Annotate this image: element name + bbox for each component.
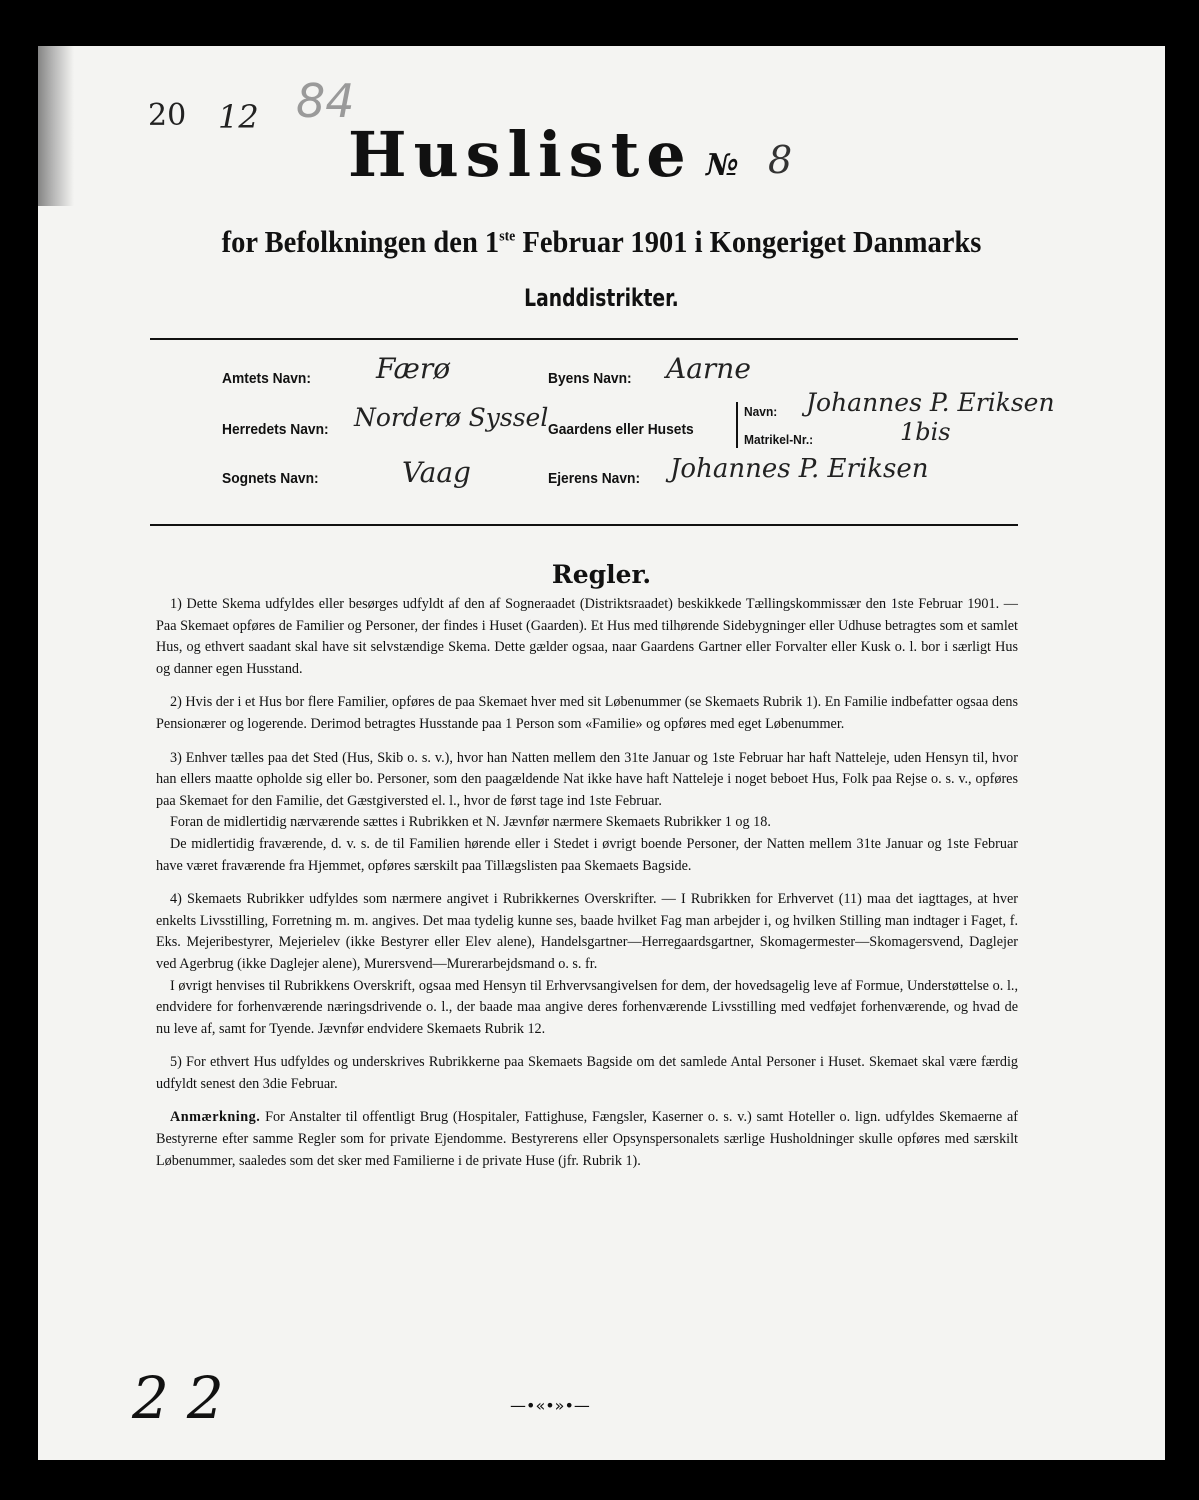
form-subtitle bbox=[83, 224, 1120, 260]
navn-label: Navn: bbox=[744, 404, 778, 419]
remark-label: Anmærkning. bbox=[170, 1109, 261, 1126]
reference-number-b: 12 bbox=[218, 98, 259, 136]
gaard-label: Gaardens eller Husets bbox=[548, 421, 694, 438]
rule-4-note: I øvrigt henvises til Rubrikkens Overskrift, ogsaa med Hensyn til Erhvervsangivelsen for dem, der hovedsagelig leve af Formue, Understøttelse o. l., endvidere for forhenværende næringsdrivende o. l., der baade maa angive deres forhenværende Livsstilling med vedføjet forhenværende, og hvad de nu leve af, samt for Tyende. Jævnfør endvidere Skemaets Rubrik 12. bbox=[156, 977, 1018, 1037]
top-rule bbox=[150, 338, 1018, 340]
reference-number-a: 20 bbox=[148, 98, 187, 133]
rule-3: 3) Enhver tælles paa det Sted (Hus, Skib o. s. v.), hvor han Natten mellem den 31te Januar og 1ste Februar har haft Natteleje, uden Hensyn til, hvor han ellers maatte opholde sig eller bo. Personer, som den paagældende Nat ikke have haft Natteleje i noget beboet Hus, Folk paa Rejse o. s. v., opføres paa Skemaet for den Familie, det Gæstgiversted el. l., hvor de først tage ind 1ste Februar. bbox=[156, 749, 1018, 809]
herred-label: Herredets Navn: bbox=[222, 421, 329, 438]
subtitle-pre: for Befolkningen den 1 bbox=[221, 224, 500, 259]
pencil-number: 84 bbox=[296, 74, 355, 128]
matrikel-value: 1bis bbox=[900, 418, 951, 446]
rule-5: 5) For ethvert Hus udfyldes og underskrives Rubrikkerne paa Skemaets Bagside om det samlede Antal Personer i Huset. Skemaet skal være færdig udfyldt senest den 3die Februar. bbox=[156, 1054, 1018, 1092]
rule-3-absent: De midlertidig fraværende, d. v. s. de til Familien hørende eller i Stedet i øvrigt boende Personer, der Natten mellem 31te Januar og 1ste Februar have været fraværende fra Hjemmet, opføres særskilt paa Tillægslisten paa Skemaets Bagside. bbox=[156, 835, 1018, 874]
by-value: Aarne bbox=[666, 352, 751, 385]
subtitle-post: Februar 1901 i Kongeriget Danmarks bbox=[515, 224, 982, 259]
ornament: —•«•»•— bbox=[510, 1396, 590, 1415]
number-value: 8 bbox=[768, 138, 793, 182]
handwritten-number: 22 bbox=[132, 1364, 242, 1432]
district-heading: Landdistrikter. bbox=[524, 284, 679, 312]
herred-value: Norderø Syssel bbox=[354, 403, 549, 432]
matrikel-label: Matrikel-Nr.: bbox=[744, 432, 814, 447]
rules-body bbox=[156, 594, 1018, 1184]
rule-2: 2) Hvis der i et Hus bor flere Familier, opføres de paa Skemaet hver med sit Løbenummer (se Skemaets Rubrik 1). En Familie indbefatter ogsaa dens Pensionærer og logerende. Derimod betragtes Husstande paa 1 Person som «Familie» og opføres med eget Løbenummer. bbox=[156, 694, 1018, 732]
navn-value: Johannes P. Eriksen bbox=[806, 388, 1055, 417]
ejer-label: Ejerens Navn: bbox=[548, 470, 641, 487]
number-label: № bbox=[706, 148, 739, 183]
subtitle-sup: ste bbox=[499, 228, 516, 245]
amt-value: Færø bbox=[376, 352, 451, 385]
census-form-page bbox=[38, 46, 1165, 1460]
rule-1: 1) Dette Skema udfyldes eller besørges udfyldt af den af Sogneraadet (Distriktsraadet) beskikkede Tællingskommissær den 1ste Februar 1901. — Paa Skemaet opføres de Familier og Personer, der findes i Huset (Gaarden). Et Hus med tilhørende Sidebygninger eller Udhuse betragtes som et samlet Hus, og ethvert saadant skal have sit selvstændige Skema. Dette gælder ogsaa, naar Gaardens Gartner eller Forvalter eller Kusk o. l. bor i særligt Hus og danner egen Husstand. bbox=[156, 596, 1018, 677]
amt-label: Amtets Navn: bbox=[222, 370, 311, 387]
scan-shadow bbox=[38, 46, 74, 206]
rule-4: 4) Skemaets Rubrikker udfyldes som nærmere angivet i Rubrikkernes Overskrifter. — I Rubrikken for Erhvervet (11) maa det iagttages, at hver enkelts Livsstilling, Forretning m. m. angives. Det maa tydelig kunne ses, baade hvilket Fag man arbejder i, og hvilken Stilling man indtager i Faget, f. Eks. Mejeribestyrer, Mejerielev (ikke Bestyrer eller Elev alene), Handelsgartner—Herregaardsgartner, Skomagermester—Skomagersvend, Daglejer ved Agerbrug (ikke Daglejer alene), Murersvend—Murerarbejdsmand o. s. fr. bbox=[156, 891, 1018, 972]
ejer-value: Johannes P. Eriksen bbox=[670, 454, 929, 484]
remark bbox=[156, 1107, 1018, 1172]
rule-3-n: Foran de midlertidig nærværende sættes i Rubrikken et N. Jævnfør nærmere Skemaets Rubrikker 1 og 18. bbox=[170, 814, 771, 831]
remark-text: For Anstalter til offentligt Brug (Hospitaler, Fattighuse, Fængsler, Kaserner o. s. v.) samt Hoteller o. lign. udfyldes Skemaerne af Bestyrerne efter samme Regler som for private Ejendomme. Bestyrerens eller Opsynspersonalets særlige Husholdninger skulle opføres med særskilt Løbenummer, saaledes som det sker med Familierne i de private Huse (jfr. Rubrik 1). bbox=[156, 1109, 1018, 1169]
by-label: Byens Navn: bbox=[548, 370, 632, 387]
field-brace bbox=[736, 402, 738, 448]
form-title: Husliste bbox=[348, 118, 693, 191]
rules-heading: Regler. bbox=[551, 560, 652, 589]
bottom-rule bbox=[150, 524, 1018, 526]
sogn-value: Vaag bbox=[402, 456, 471, 489]
sogn-label: Sognets Navn: bbox=[222, 470, 319, 487]
